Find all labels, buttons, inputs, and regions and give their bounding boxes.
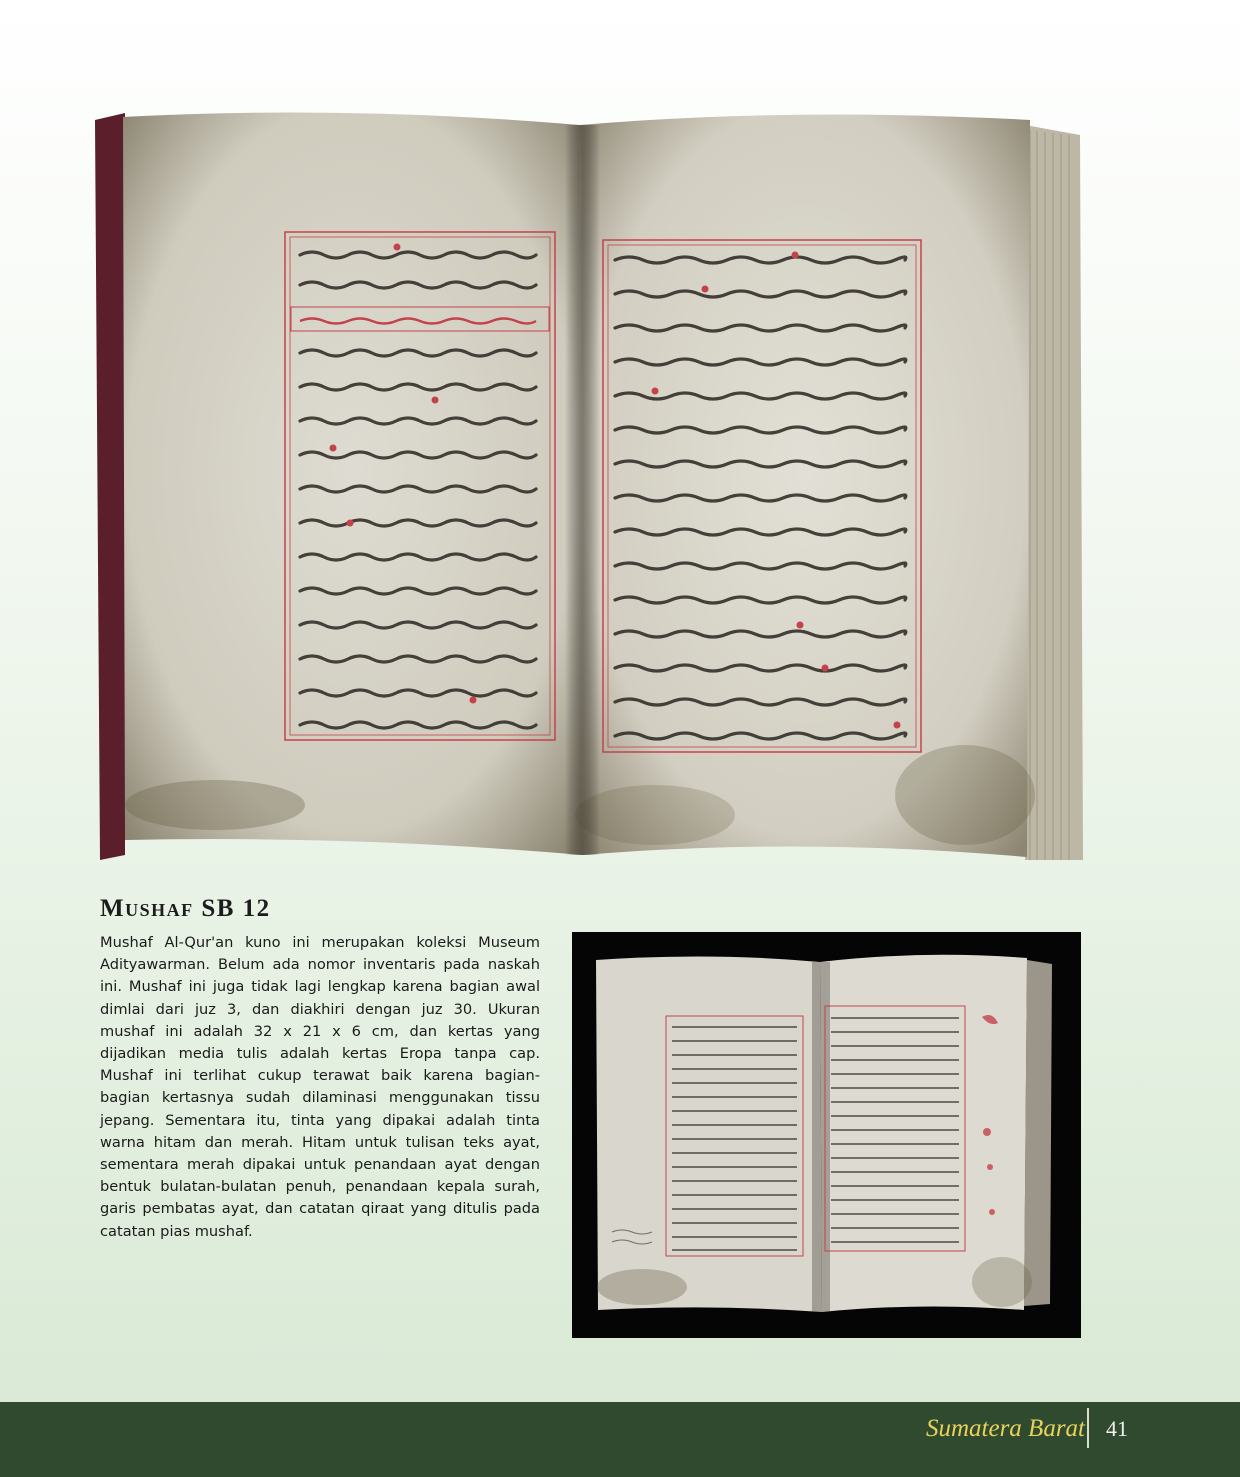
region-name: Sumatera Barat [925,1415,1085,1442]
section-title: Mushaf SB 12 [100,895,271,922]
page-number: 41 [1106,1416,1128,1441]
footer-divider [1087,1408,1089,1448]
manuscript-photo-main [95,95,1085,865]
manuscript-photo-secondary [572,932,1081,1338]
section-description: Mushaf Al-Qur'an kuno ini merupakan koleksi Museum Adityawarman. Belum ada nomor inventaris pada naskah ini. Mushaf ini juga tidak lagi lengkap karena bagian awal dimlai dari juz 3, dan diakhiri dengan juz 30. Ukuran mushaf ini adalah 32 x 21 x 6 cm, dan kertas yang dijadikan media tulis adalah kertas Eropa tanpa cap. Mushaf ini terlihat cukup terawat baik karena bagian-bagian kertasnya sudah dilaminasi menggunakan tissu jepang. Sementara itu, tinta yang dipakai adalah tinta warna hitam dan merah. Hitam untuk tulisan teks ayat, sementara merah dipakai untuk penandaan ayat dengan bentuk bulatan-bulatan penuh, penandaan kepala surah, garis pembatas ayat, dan catatan qiraat yang ditulis pada catatan pias mushaf. [100,934,540,1240]
